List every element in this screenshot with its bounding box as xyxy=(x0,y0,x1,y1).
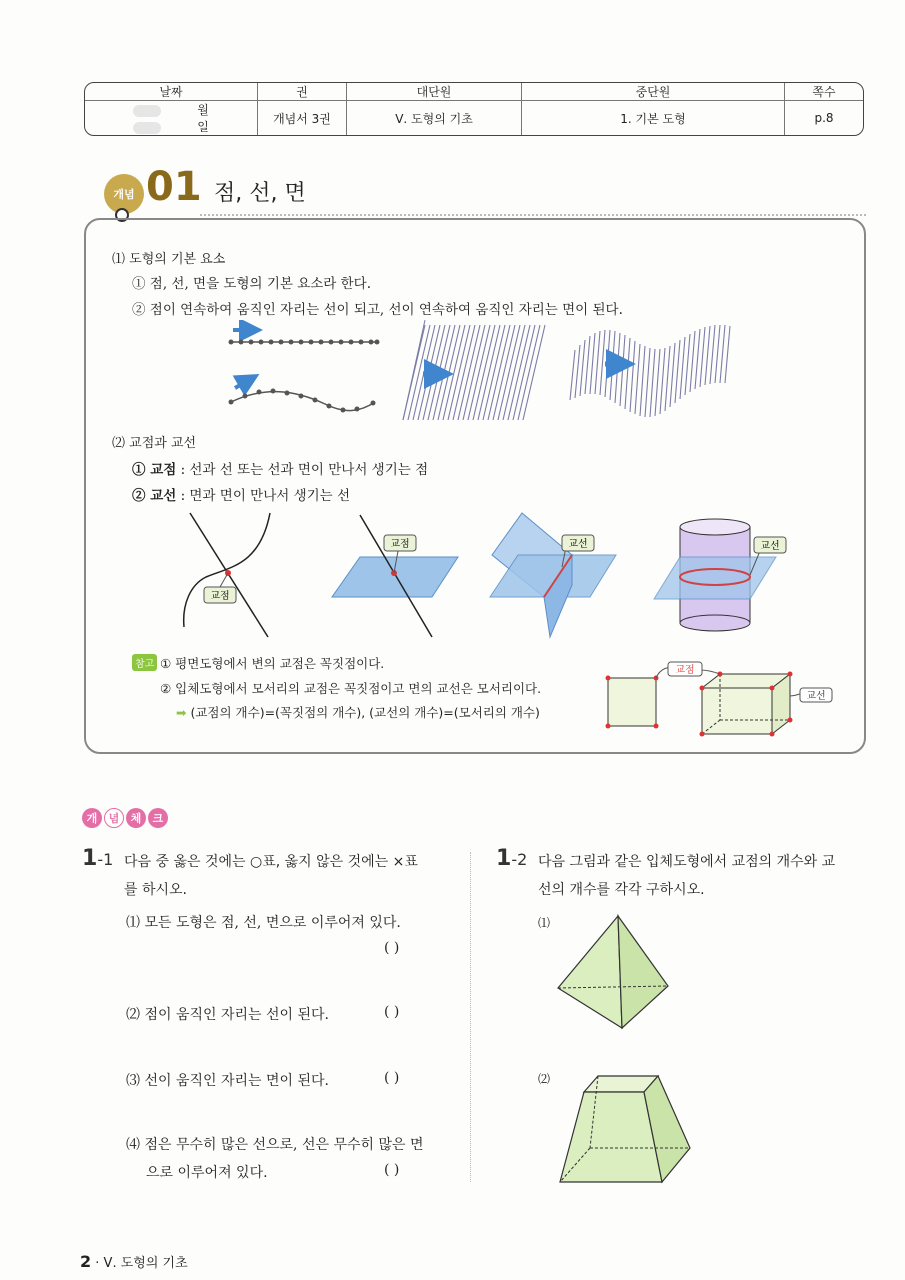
header-book: 권 xyxy=(258,83,347,101)
q2-text: 다음 그림과 같은 입체도형에서 교점의 개수와 교 선의 개수를 각각 구하시오. xyxy=(538,854,836,898)
q1-answer-1[interactable]: ( ) xyxy=(384,940,400,956)
concept-check-label: 개 념 체 크 xyxy=(82,808,168,828)
section2-item1-label: ① 교점 xyxy=(132,462,177,478)
section2-item1-text: : 선과 선 또는 선과 면이 만나서 생기는 점 xyxy=(180,462,429,478)
section1-item2: ② 점이 연속하여 움직인 자리는 선이 되고, 선이 연속하여 움직인 자리는 면이 된다. xyxy=(132,302,623,318)
header-table xyxy=(84,82,864,136)
curve xyxy=(184,513,270,627)
intersection-figures xyxy=(170,505,800,645)
cuboid xyxy=(702,688,772,734)
q1-answer-4[interactable]: ( ) xyxy=(384,1162,400,1178)
section2-item2-label: ② 교선 xyxy=(132,488,177,504)
section2-heading: ⑵ 교점과 교선 xyxy=(112,436,197,451)
date-day-blank xyxy=(133,122,161,134)
tag-point-1-text: 교점 xyxy=(210,591,230,602)
concept-title: 점, 선, 면 xyxy=(214,181,306,206)
arrow-right-icon: ➡ xyxy=(176,705,187,720)
note-figures xyxy=(600,660,840,740)
cylinder-top xyxy=(680,519,750,535)
note-tag: 참고 xyxy=(132,654,157,671)
section1-item1: ① 점, 선, 면을 도형의 기본 요소라 한다. xyxy=(132,276,371,292)
pyramid-figure xyxy=(552,912,672,1032)
concept-badge: 개념 xyxy=(104,174,144,214)
q2-label2: ⑵ xyxy=(538,1072,551,1086)
note-tag-line-text: 교선 xyxy=(806,691,826,702)
tag-line-2-text: 교선 xyxy=(760,541,780,552)
tag-line-1-text: 교선 xyxy=(568,539,588,550)
q1-number: 1-1 xyxy=(82,846,114,871)
frustum-figure xyxy=(556,1068,696,1188)
book-value: 개념서 3권 xyxy=(258,101,347,136)
header-page: 쪽수 xyxy=(785,83,864,101)
curve-line-dots xyxy=(229,389,376,413)
tag-point-2-text: 교점 xyxy=(390,539,410,550)
q1-answer-3[interactable]: ( ) xyxy=(384,1070,400,1086)
date-day-label: 일 xyxy=(197,120,209,134)
footer-text: · Ⅴ. 도형의 기초 xyxy=(95,1256,188,1271)
cutting-plane xyxy=(654,557,776,599)
date-month-blank xyxy=(133,105,161,117)
date-month-label: 월 xyxy=(197,103,209,117)
date-cell xyxy=(85,101,258,136)
header-subunit: 중단원 xyxy=(522,83,785,101)
q1-item4-line2: 으로 이루어져 있다. xyxy=(146,1165,268,1181)
note-line3: (교점의 개수)=(꼭짓점의 개수), (교선의 개수)=(모서리의 개수) xyxy=(190,705,540,720)
arrow-icon xyxy=(235,380,249,388)
q1-answer-2[interactable]: ( ) xyxy=(384,1004,400,1020)
note-tag-point-text: 교점 xyxy=(675,665,695,676)
q1-item4: ⑷ 점은 무수히 많은 선으로, 선은 무수히 많은 면 xyxy=(126,1137,424,1153)
concept-number: 01 xyxy=(146,164,202,210)
column-divider xyxy=(470,852,471,1182)
q1-item3: ⑶ 선이 움직인 자리는 면이 된다. xyxy=(126,1073,329,1089)
header-unit: 대단원 xyxy=(347,83,522,101)
q1-item1: ⑴ 모든 도형은 점, 선, 면으로 이루어져 있다. xyxy=(126,915,401,931)
wavy-plane-lines xyxy=(570,325,730,417)
header-date: 날짜 xyxy=(85,83,258,101)
dotted-curve-line xyxy=(231,392,375,411)
note-line2: ② 입체도형에서 모서리의 교점은 꼭짓점이고 면의 교선은 모서리이다. xyxy=(160,681,542,696)
point-line-plane-figure xyxy=(225,320,745,425)
square xyxy=(608,678,656,726)
cylinder-bottom xyxy=(680,615,750,631)
section1-heading: ⑴ 도형의 기본 요소 xyxy=(112,252,226,267)
note-line1: ① 평면도형에서 변의 교점은 꼭짓점이다. xyxy=(160,656,385,671)
subunit-value: 1. 기본 도형 xyxy=(522,101,785,136)
q2-number: 1-2 xyxy=(496,846,528,871)
q1-item2: ⑵ 점이 움직인 자리는 선이 된다. xyxy=(126,1007,329,1023)
unit-value: Ⅴ. 도형의 기초 xyxy=(347,101,522,136)
plane xyxy=(332,557,458,597)
footer xyxy=(80,1252,188,1271)
section2-item2-text: : 면과 면이 만나서 생기는 선 xyxy=(180,488,351,504)
footer-page-number: 2 xyxy=(80,1252,92,1271)
title-underline xyxy=(200,214,866,216)
q1-text: 다음 중 옳은 것에는 ○표, 옳지 않은 것에는 ×표 를 하시오. xyxy=(124,854,418,898)
page-value: p.8 xyxy=(785,101,864,136)
q2-label1: ⑴ xyxy=(538,916,551,930)
